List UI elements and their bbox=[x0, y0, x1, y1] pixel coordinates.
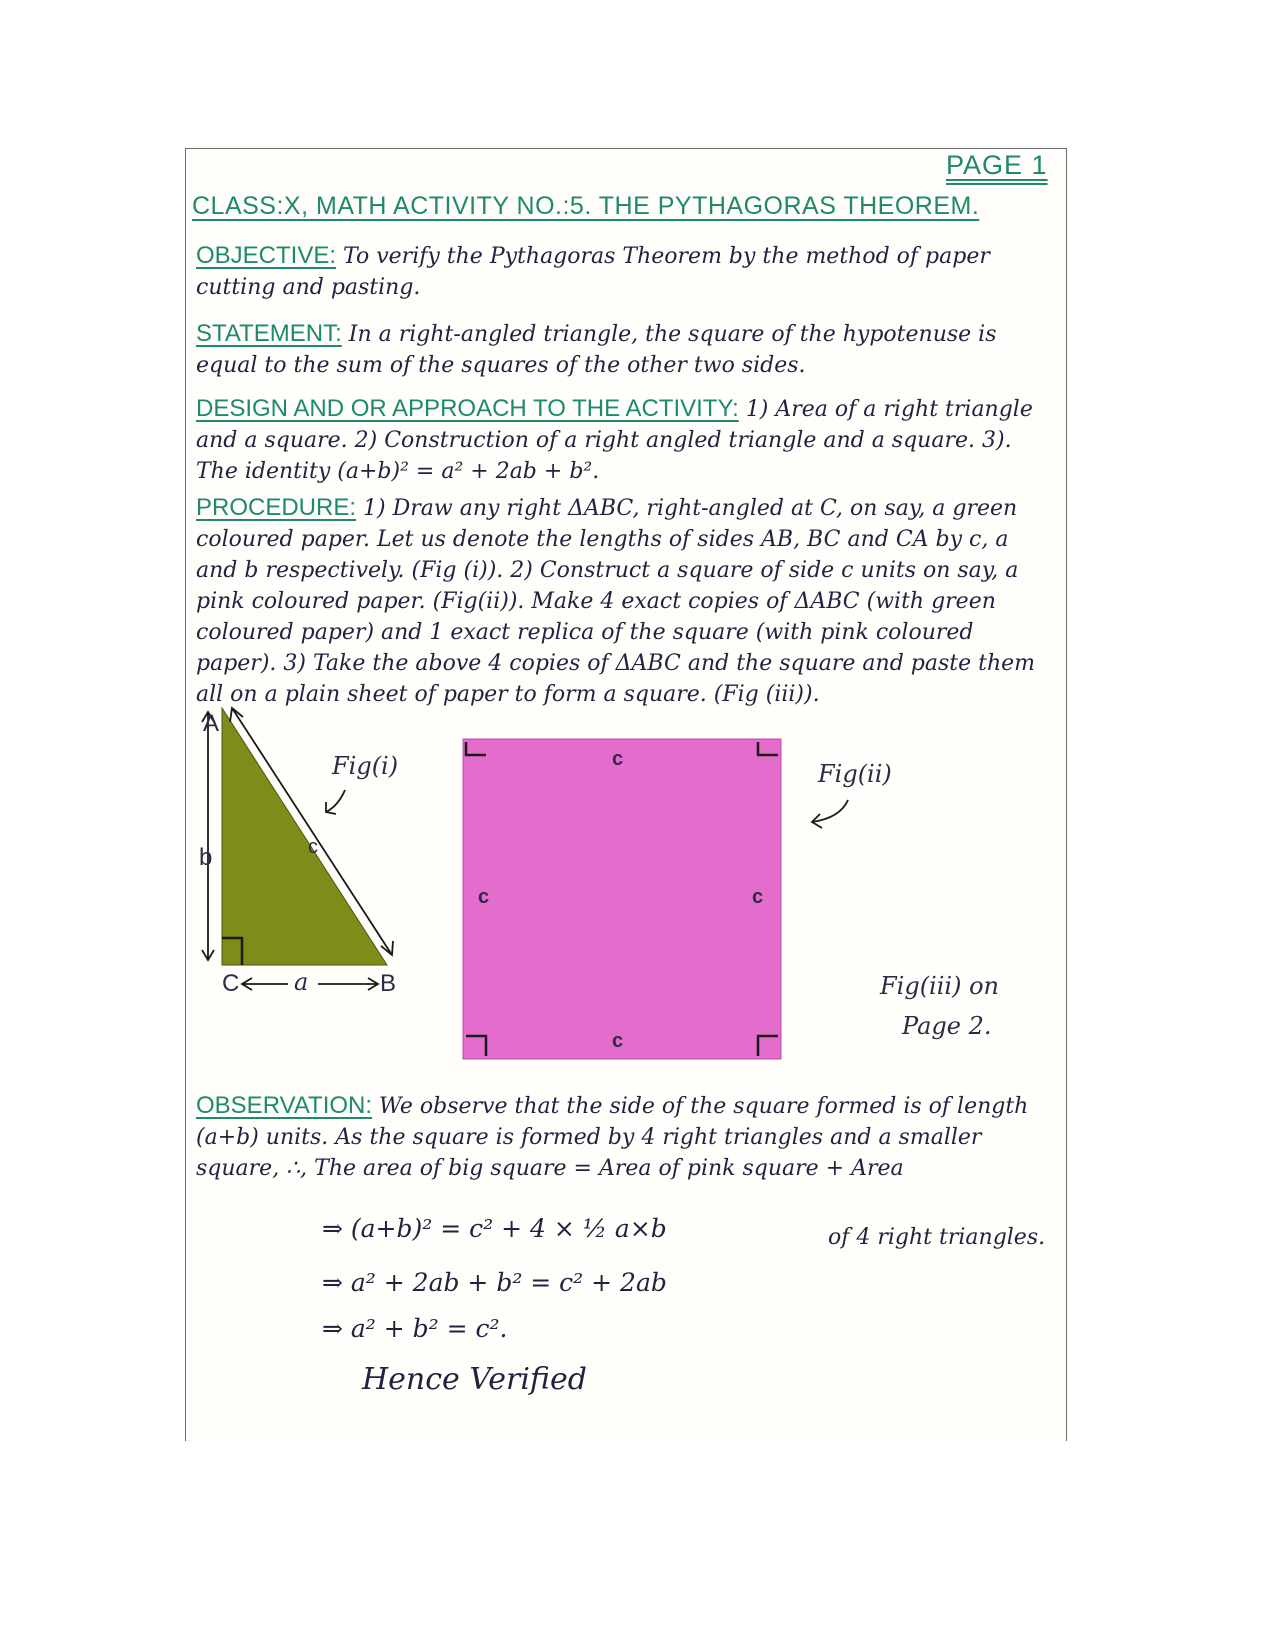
side-a-label: a bbox=[294, 968, 309, 996]
page-label: PAGE 1 bbox=[946, 150, 1048, 180]
observation-text: We observe that the side of the square formed is of length (a+b) units. As the square is formed by 4 right triangles and a smaller square, ∴, The area of big square = Area of pink square + Area bbox=[196, 1094, 1029, 1181]
fig1-label: Fig(i) bbox=[332, 752, 399, 780]
side-b-label: b bbox=[199, 844, 213, 871]
pink-square bbox=[463, 739, 781, 1059]
statement-text: In a right-angled triangle, the square of the hypotenuse is equal to the sum of the squares of the other two sides. bbox=[196, 322, 997, 378]
design-text: 1) Area of a right triangle and a square. 2) Construction of a right angled triangle and a square. 3). The identity (a+b)² = a² + 2ab + b². bbox=[196, 397, 1033, 484]
vertex-a-label: A bbox=[203, 710, 220, 737]
square-side-top-label: c bbox=[612, 748, 624, 770]
conclusion: Hence Verified bbox=[362, 1362, 587, 1397]
square-side-bottom-label: c bbox=[612, 1030, 624, 1052]
square-side-left-label: c bbox=[478, 886, 490, 908]
square-side-right-label: c bbox=[752, 886, 764, 908]
design-heading: DESIGN AND OR APPROACH TO THE ACTIVITY: bbox=[196, 395, 739, 422]
objective-text: To verify the Pythagoras Theorem by the method of paper cutting and pasting. bbox=[196, 244, 990, 300]
procedure-heading: PROCEDURE: bbox=[196, 494, 357, 521]
fig3-note-line1: Fig(iii) on bbox=[880, 972, 999, 1000]
observation-heading: OBSERVATION: bbox=[196, 1092, 373, 1119]
observation-section bbox=[196, 1090, 1036, 1184]
activity-title: CLASS:X, MATH ACTIVITY NO.:5. THE PYTHAGORAS THEOREM. bbox=[192, 192, 980, 220]
statement-heading: STATEMENT: bbox=[196, 320, 342, 347]
vertex-b-label: B bbox=[380, 970, 397, 997]
fig1-pointer-arrow bbox=[326, 790, 345, 812]
observation-text-end: of 4 right triangles. bbox=[828, 1225, 1046, 1250]
fig3-note-line2: Page 2. bbox=[902, 1012, 992, 1040]
green-right-triangle bbox=[222, 708, 387, 965]
objective-heading: OBJECTIVE: bbox=[196, 242, 337, 269]
equation-2: ⇒ a² + 2ab + b² = c² + 2ab bbox=[322, 1268, 667, 1297]
vertex-c-label: C bbox=[222, 970, 240, 997]
equation-3: ⇒ a² + b² = c². bbox=[322, 1314, 508, 1343]
equation-1: ⇒ (a+b)² = c² + 4 × ½ a×b bbox=[322, 1214, 667, 1243]
fig2-pointer-arrow bbox=[812, 800, 848, 822]
fig2-label: Fig(ii) bbox=[818, 760, 892, 788]
side-c-label: c bbox=[308, 836, 318, 858]
procedure-text: 1) Draw any right ΔABC, right-angled at C, on say, a green coloured paper. Let us denote the lengths of sides AB, BC and CA by c, a and b respectively. (Fig (i)). 2) Construct a square of side c units on say, a pink coloured paper. (Fig(ii)). Make 4 exact copies of ΔABC (with green coloured paper) and 1 exact replica of the square (with pink coloured paper). 3) Take the above 4 copies of ΔABC and the square and paste them all on a plain sheet of paper to form a square. (Fig (iii)). bbox=[196, 496, 1035, 707]
